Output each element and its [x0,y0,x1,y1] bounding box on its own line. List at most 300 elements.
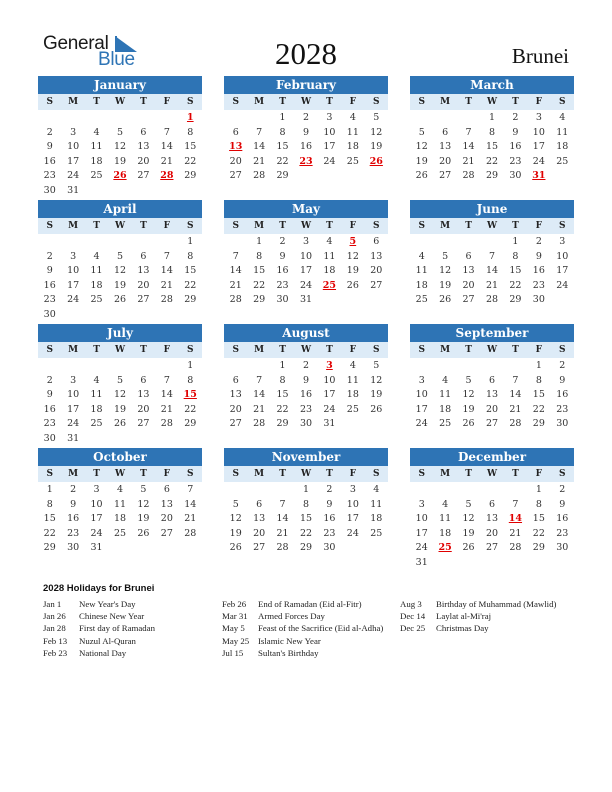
weekday-label: T [93,469,100,479]
day-cell: 5 [140,484,147,495]
month-title: October [38,448,202,466]
day-cell: 2 [302,360,310,371]
day-cell: 15 [184,141,197,153]
day-cell: 27 [370,279,383,291]
weekday-label: M [68,97,79,107]
day-cell: 5 [373,112,380,123]
day-cell: 16 [532,265,545,277]
empty-cell [457,111,480,126]
empty-cell [224,359,247,374]
month-september [410,324,574,432]
day-cell: 1 [512,236,519,247]
month-title: April [38,200,202,218]
holiday-day-cell: 28 [160,170,174,182]
weekday-label: S [187,221,194,231]
day-cell: 17 [323,141,336,153]
weekday-label: T [140,221,147,231]
day-cell: 24 [556,279,569,291]
day-cell: 28 [509,542,522,554]
month-title: May [224,200,388,218]
day-cell: 13 [253,513,266,525]
day-cell: 28 [160,294,173,306]
day-cell: 29 [532,418,545,430]
day-cell: 11 [113,498,127,510]
day-cell: 22 [485,155,499,167]
weekday-label: F [349,345,357,355]
logo-text-blue: Blue [98,49,135,70]
day-cell: 30 [509,170,522,182]
weekday-label: S [46,97,53,107]
day-cell: 30 [556,418,569,430]
weekday-header-row [410,342,574,358]
day-cell: 13 [160,498,173,510]
weekday-label: T [279,221,286,231]
day-cell: 8 [279,374,286,386]
day-cell: 6 [140,250,147,262]
day-cell: 17 [90,513,103,525]
weekday-header-row [224,218,388,234]
day-cell: 8 [302,498,310,510]
weekday-header-row [38,218,202,234]
holiday-day-cell: 26 [369,155,383,167]
empty-cell [247,359,270,374]
day-cell: 20 [462,279,475,291]
day-cell: 19 [229,527,242,539]
day-cell: 31 [67,432,80,444]
weekday-label: T [465,221,472,231]
holidays-column [400,598,575,635]
day-cell: 20 [370,265,383,277]
day-cell: 29 [43,542,56,554]
day-cell: 27 [137,294,150,306]
day-cell: 16 [43,155,56,167]
day-cell: 3 [302,236,310,247]
day-cell: 14 [184,498,197,510]
empty-cell [85,111,108,126]
day-cell: 26 [439,294,452,306]
weekday-label: T [512,97,519,107]
logo-text-general: General [43,33,109,54]
holiday-name: Feast of the Sacrifice (Eid al-Adha) [258,623,384,634]
day-cell: 26 [113,418,127,430]
day-cell: 31 [299,294,313,306]
day-cell: 8 [187,250,194,262]
holiday-name: Armed Forces Day [258,611,325,622]
weekday-label: T [279,469,286,479]
day-cell: 1 [256,236,263,247]
day-cell: 8 [488,126,496,138]
day-cell: 15 [509,265,522,277]
day-cell: 27 [229,418,242,430]
day-cell: 19 [137,513,150,525]
day-cell: 13 [370,250,383,262]
weekday-header-row [38,342,202,358]
weekday-label: T [93,97,100,107]
day-cell: 20 [485,527,499,539]
day-cell: 18 [90,279,103,291]
day-cell: 7 [256,126,263,138]
day-cell: 30 [556,542,569,554]
day-cell: 24 [67,170,80,182]
day-cell: 26 [462,418,475,430]
day-cell: 1 [46,484,53,495]
holiday-name: Chinese New Year [79,611,145,622]
day-cell: 18 [90,403,103,415]
day-cell: 2 [46,250,53,262]
day-cell: 17 [323,389,336,401]
day-cell: 2 [70,484,77,495]
weekday-label: M [68,345,79,355]
holiday-day-cell: 26 [113,170,127,182]
day-cell: 4 [418,250,425,262]
empty-cell [410,235,433,250]
day-cell: 23 [532,279,545,291]
holiday-name: Islamic New Year [258,635,321,646]
day-cell: 27 [229,170,242,182]
day-cell: 21 [462,155,475,167]
day-cell: 20 [229,403,242,415]
day-cell: 9 [559,498,566,510]
day-cell: 13 [137,389,150,401]
holiday-date: Jul 15 [222,647,244,658]
day-cell: 3 [326,112,333,123]
day-cell: 5 [373,360,380,371]
days-grid [410,110,574,184]
day-cell: 27 [253,542,266,554]
weekday-label: F [349,97,357,107]
country-name: Brunei [511,44,569,68]
weekday-label: T [326,345,333,355]
day-cell: 29 [276,170,289,182]
day-cell: 5 [116,250,124,262]
day-cell: 24 [67,294,80,306]
holiday-day-cell: 14 [508,513,523,525]
weekday-label: M [254,345,265,355]
day-cell: 17 [346,513,359,525]
day-cell: 8 [256,250,263,262]
holiday-item [400,622,575,634]
weekday-label: T [93,345,100,355]
day-cell: 10 [415,513,428,525]
day-cell: 22 [299,527,313,539]
holiday-day-cell: 23 [299,155,313,167]
day-cell: 9 [302,126,310,138]
day-cell: 18 [556,141,569,153]
day-cell: 17 [532,141,545,153]
day-cell: 22 [253,279,266,291]
empty-cell [224,483,247,498]
day-cell: 1 [302,484,310,495]
holiday-item [400,610,575,622]
weekday-header-row [224,94,388,110]
holiday-day-cell: 13 [229,141,243,153]
day-cell: 24 [323,155,336,167]
day-cell: 21 [509,527,522,539]
day-cell: 9 [559,374,566,386]
days-grid [224,482,388,556]
day-cell: 12 [229,513,242,525]
day-cell: 16 [323,513,336,525]
day-cell: 5 [442,250,449,262]
day-cell: 20 [160,513,173,525]
holidays-title: 2028 Holidays for Brunei [43,583,155,594]
holidays-column [43,598,213,659]
day-cell: 18 [346,141,359,153]
day-cell: 24 [415,418,428,430]
empty-cell [155,235,178,250]
empty-cell [504,483,527,498]
weekday-label: T [140,345,147,355]
day-cell: 30 [43,432,56,444]
day-cell: 4 [93,374,100,386]
day-cell: 4 [116,484,124,495]
day-cell: 31 [90,542,103,554]
day-cell: 18 [346,389,359,401]
weekday-label: M [440,469,451,479]
day-cell: 12 [439,265,452,277]
holiday-date: Feb 13 [43,635,68,646]
weekday-label: S [232,469,239,479]
day-cell: 25 [415,294,428,306]
day-cell: 8 [512,250,519,262]
weekday-label: W [114,97,126,107]
holiday-name: Laylat al-Mi'raj [436,611,492,622]
holiday-date: Aug 3 [400,599,422,609]
day-cell: 9 [46,265,53,277]
weekday-label: S [373,221,380,231]
day-cell: 16 [299,389,313,401]
day-cell: 7 [187,484,194,495]
holiday-name: First day of Ramadan [79,623,155,634]
day-cell: 24 [67,418,80,430]
day-cell: 9 [46,141,53,153]
day-cell: 7 [279,498,286,510]
days-grid [224,358,388,432]
day-cell: 24 [415,542,428,554]
empty-cell [224,235,247,250]
day-cell: 16 [276,265,289,277]
day-cell: 14 [160,265,173,277]
day-cell: 7 [512,374,519,386]
holiday-name: Sultan's Birthday [258,647,319,658]
day-cell: 29 [509,294,522,306]
weekday-label: W [114,469,126,479]
weekday-label: F [535,221,543,231]
day-cell: 28 [485,294,499,306]
weekday-label: T [465,345,472,355]
month-title: January [38,76,202,94]
weekday-label: S [232,221,239,231]
day-cell: 11 [556,126,569,138]
day-cell: 5 [116,126,124,138]
weekday-label: S [46,345,53,355]
day-cell: 29 [299,542,313,554]
day-cell: 30 [276,294,289,306]
day-cell: 25 [90,418,103,430]
month-january [38,76,202,199]
day-cell: 9 [512,126,519,138]
day-cell: 3 [559,236,566,247]
day-cell: 6 [465,250,472,262]
day-cell: 18 [90,155,103,167]
month-title: December [410,448,574,466]
weekday-label: T [465,97,472,107]
holiday-day-cell: 3 [326,360,333,371]
day-cell: 5 [465,374,472,386]
day-cell: 21 [160,403,173,415]
empty-cell [433,235,456,250]
empty-cell [433,359,456,374]
day-cell: 15 [43,513,56,525]
day-cell: 17 [556,265,569,277]
day-cell: 31 [67,184,80,196]
day-cell: 11 [90,141,103,153]
day-cell: 11 [415,265,428,277]
empty-cell [61,359,84,374]
holiday-date: Dec 14 [400,611,426,622]
day-cell: 27 [462,294,475,306]
day-cell: 25 [90,294,103,306]
weekday-label: S [46,221,53,231]
days-grid [410,234,574,308]
month-november [224,448,388,556]
month-title: June [410,200,574,218]
day-cell: 17 [67,155,80,167]
day-cell: 19 [370,141,383,153]
day-cell: 19 [113,279,127,291]
weekday-label: S [559,345,566,355]
weekday-label: S [559,97,566,107]
day-cell: 13 [439,141,452,153]
holiday-name: Birthday of Muhammad (Mawlid) [436,599,557,609]
day-cell: 3 [349,484,356,495]
day-cell: 20 [229,155,242,167]
empty-cell [155,359,178,374]
day-cell: 18 [439,403,452,415]
day-cell: 14 [160,389,173,401]
day-cell: 12 [370,374,383,386]
day-cell: 7 [163,126,170,138]
day-cell: 19 [113,155,127,167]
day-cell: 26 [346,279,359,291]
day-cell: 13 [485,513,499,525]
day-cell: 6 [373,236,380,247]
day-cell: 10 [415,389,428,401]
day-cell: 4 [442,498,449,510]
day-cell: 6 [488,374,496,386]
day-cell: 2 [326,484,333,495]
day-cell: 26 [370,403,383,415]
day-cell: 2 [512,112,519,123]
day-cell: 16 [67,513,80,525]
day-cell: 12 [462,513,475,525]
day-cell: 9 [279,250,286,262]
day-cell: 7 [232,250,239,262]
weekday-label: S [46,469,53,479]
day-cell: 5 [465,498,472,510]
holiday-date: May 25 [222,635,250,646]
day-cell: 8 [187,126,194,138]
weekday-label: S [559,469,566,479]
empty-cell [38,235,61,250]
day-cell: 1 [187,236,194,247]
day-cell: 23 [556,403,569,415]
day-cell: 29 [253,294,266,306]
weekday-label: T [465,469,472,479]
weekday-header-row [410,94,574,110]
day-cell: 25 [439,418,452,430]
day-cell: 1 [535,484,542,495]
day-cell: 21 [184,513,197,525]
weekday-label: W [486,469,498,479]
day-cell: 7 [256,374,263,386]
month-march [410,76,574,184]
day-cell: 22 [184,155,197,167]
day-cell: 16 [43,403,56,415]
day-cell: 11 [90,265,103,277]
weekday-label: T [512,345,519,355]
empty-cell [38,111,61,126]
weekday-label: S [373,469,380,479]
days-grid [410,358,574,432]
day-cell: 23 [43,294,56,306]
day-cell: 7 [512,498,519,510]
day-cell: 15 [532,389,545,401]
day-cell: 23 [509,155,522,167]
day-cell: 25 [346,155,359,167]
day-cell: 14 [229,265,242,277]
holidays-column [222,598,392,659]
day-cell: 28 [462,170,475,182]
day-cell: 27 [160,527,173,539]
weekday-header-row [38,94,202,110]
day-cell: 4 [559,112,566,123]
day-cell: 10 [299,250,313,262]
weekday-header-row [224,342,388,358]
day-cell: 10 [67,265,80,277]
day-cell: 25 [113,527,127,539]
weekday-label: S [373,345,380,355]
day-cell: 14 [253,141,266,153]
day-cell: 27 [485,418,499,430]
day-cell: 18 [113,513,127,525]
day-cell: 1 [535,360,542,371]
empty-cell [108,111,131,126]
day-cell: 28 [184,527,197,539]
empty-cell [480,235,503,250]
day-cell: 11 [323,250,336,262]
holiday-date: Jan 1 [43,599,62,609]
month-april [38,200,202,323]
day-cell: 21 [276,527,289,539]
weekday-label: T [140,469,147,479]
day-cell: 16 [43,279,56,291]
weekday-label: W [114,345,126,355]
holiday-date: Jan 26 [43,611,66,622]
day-cell: 12 [346,250,359,262]
weekday-label: M [68,221,79,231]
month-june [410,200,574,308]
day-cell: 14 [462,141,475,153]
holiday-day-cell: 25 [438,542,452,554]
empty-cell [457,359,480,374]
day-cell: 8 [279,126,286,138]
weekday-label: W [300,97,312,107]
day-cell: 18 [439,527,452,539]
day-cell: 19 [370,389,383,401]
day-cell: 22 [276,155,289,167]
day-cell: 10 [556,250,569,262]
